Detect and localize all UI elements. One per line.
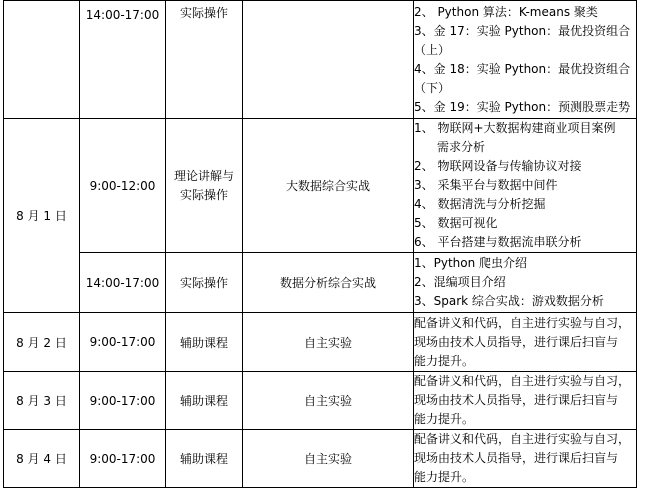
type-cell <box>166 430 243 488</box>
content-line: （下） <box>414 80 451 95</box>
content-cell <box>414 372 637 430</box>
time-text: 9:00-12:00 <box>89 178 156 193</box>
schedule-table <box>3 0 637 488</box>
type-cell <box>166 313 243 372</box>
date-text: 8 月 2 日 <box>16 335 67 350</box>
type-text: 实际操作 <box>179 276 228 290</box>
content-line: 5、金 19：实验 Python：预测股票走势 <box>414 99 631 114</box>
type-text: 实际操作 <box>179 6 228 20</box>
content-line: 2、 Python 算法：K-means 聚类 <box>414 4 598 19</box>
type-text: 理论讲解与 <box>173 168 234 183</box>
date-cell <box>4 1 80 119</box>
content-line: 配备讲义和代码，自主进行实验与自习， <box>414 374 631 388</box>
content-line: 配备讲义和代码，自主进行实验与自习， <box>414 432 631 446</box>
content-cell <box>414 119 637 253</box>
time-text: 14:00-17:00 <box>85 8 160 22</box>
time-cell <box>80 430 166 488</box>
time-cell <box>80 1 166 119</box>
date-cell <box>4 313 80 372</box>
type-cell <box>166 253 243 313</box>
content-line: 2、混编项目介绍 <box>414 275 506 289</box>
topic-cell <box>243 372 414 430</box>
topic-cell <box>243 1 414 119</box>
content-line: 现场由技术人员指导，进行课后扫盲与 <box>414 334 619 349</box>
table-row <box>4 119 637 253</box>
date-text: 8 月 4 日 <box>16 452 67 466</box>
time-text: 9:00-17:00 <box>89 451 156 466</box>
topic-text: 数据分析综合实战 <box>279 276 376 290</box>
content-line: （上） <box>414 42 451 57</box>
content-line: 能力提升。 <box>414 470 475 484</box>
topic-cell <box>243 253 414 313</box>
time-text: 9:00-17:00 <box>89 335 156 349</box>
content-line: 2、 物联网设备与传输协议对接 <box>414 159 582 173</box>
content-line: 3、 采集平台与数据中间件 <box>414 178 558 192</box>
time-cell <box>80 253 166 313</box>
date-cell <box>4 372 80 430</box>
content-line: 1、 物联网+大数据构建商业项目案例 <box>414 121 616 135</box>
type-text: 实际操作 <box>179 187 228 202</box>
content-line: 能力提升。 <box>414 412 475 426</box>
topic-cell <box>243 430 414 488</box>
time-cell <box>80 119 166 253</box>
topic-text: 自主实验 <box>303 394 352 408</box>
time-text: 14:00-17:00 <box>85 275 160 290</box>
topic-cell <box>243 119 414 253</box>
table-row <box>4 372 637 430</box>
content-line: 4、金 18：实验 Python：最优投资组合 <box>414 61 631 76</box>
content-cell <box>414 1 637 119</box>
date-text: 8 月 1 日 <box>16 209 67 223</box>
content-line: 3、Spark 综合实战：游戏数据分析 <box>414 294 604 308</box>
type-cell <box>166 1 243 119</box>
type-cell <box>166 372 243 430</box>
topic-text: 自主实验 <box>303 335 352 350</box>
content-line: 需求分析 <box>437 140 486 154</box>
content-line: 1、Python 爬虫介绍 <box>414 256 528 270</box>
content-cell <box>414 253 637 313</box>
content-line: 3、金 17：实验 Python：最优投资组合 <box>414 23 631 38</box>
topic-text: 自主实验 <box>303 452 352 466</box>
content-line: 6、 平台搭建与数据流串联分析 <box>414 235 582 249</box>
type-text: 辅助课程 <box>179 452 228 466</box>
table-row <box>4 313 637 372</box>
content-line: 现场由技术人员指导，进行课后扫盲与 <box>414 393 619 407</box>
content-cell <box>414 313 637 372</box>
time-cell <box>80 372 166 430</box>
date-cell <box>4 430 80 488</box>
time-cell <box>80 313 166 372</box>
content-line: 现场由技术人员指导，进行课后扫盲与 <box>414 451 619 465</box>
topic-text: 大数据综合实战 <box>285 179 370 193</box>
content-line: 5、 数据可视化 <box>414 216 498 230</box>
time-text: 9:00-17:00 <box>89 393 156 408</box>
table-row <box>4 253 637 313</box>
date-text: 8 月 3 日 <box>16 394 67 408</box>
type-cell <box>166 119 243 253</box>
content-line: 4、 数据清洗与分析挖掘 <box>414 197 546 211</box>
date-cell <box>4 119 80 313</box>
type-text: 辅助课程 <box>179 394 228 408</box>
topic-cell <box>243 313 414 372</box>
table-row <box>4 1 637 119</box>
content-cell <box>414 430 637 488</box>
content-line: 配备讲义和代码，自主进行实验与自习， <box>414 315 631 330</box>
table-row <box>4 430 637 488</box>
type-text: 辅助课程 <box>179 335 228 350</box>
content-line: 能力提升。 <box>414 353 475 368</box>
